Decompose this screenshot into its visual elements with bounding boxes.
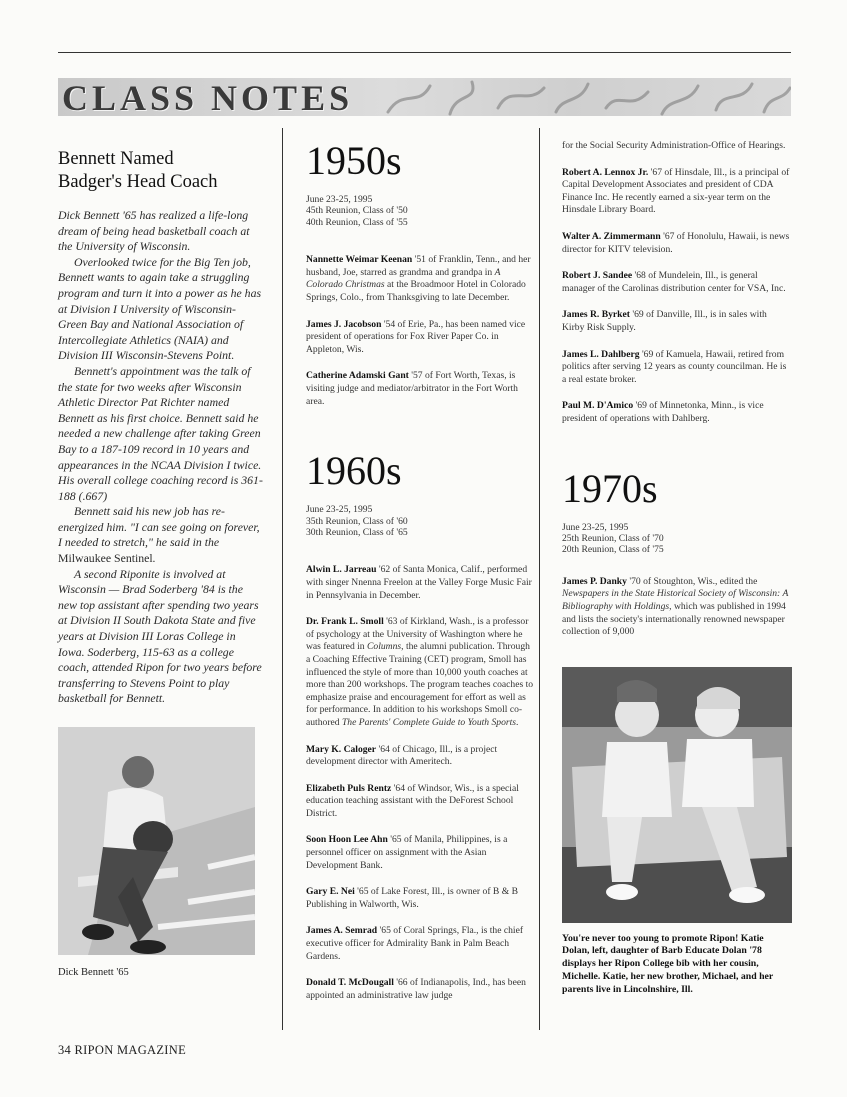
top-rule [58,52,791,53]
children-photo-caption: You're never too young to promote Ripon! Katie Dolan, left, daughter of Barb Educate Dolan '78 displays her Ripon College bib with her cousin, Michelle. Katie, her new brother, Michael, and her parents live in Lincolnshire, Ill. [562,932,774,995]
class-note: Nannette Weimar Keenan '51 of Franklin, Tenn., and her husband, Joe, starred as grandma and grandpa in A Colorado Christmas at the Broadmoor Hotel in Colorado Springs, Colo., from Thanksgiving to late December. [306,254,531,303]
feature-paragraph: Dick Bennett '65 has realized a life-long dream of being head basketball coach at the University of Wisconsin. [58,208,250,254]
feature-paragraph: A second Riponite is involved at Wisconsin — Brad Soderberg '84 is the new top assistant after spending two years at Division II South Dakota State and five years at Division III Loras College in Iowa. Soderberg, 115-63 as a college coach, attended Ripon for two years before transferring to Stevens Point to play basketball for Bennett. [58,566,262,706]
class-note: James L. Dahlberg '69 of Kamuela, Hawaii, retired from politics after serving 12 years as county councilman. He is a real estate broker. [562,348,787,385]
class-note: Elizabeth Puls Rentz '64 of Windsor, Wis., is a special education teaching assistant with the DeForest School District. [306,782,519,819]
reunion-info-1950s: June 23-25, 1995 45th Reunion, Class of '50 40th Reunion, Class of '55 [306,194,408,228]
notes-column-2 [306,128,534,1016]
feature-paragraph: Bennett's appointment was the talk of the state for two weeks after Wisconsin Athletic Director Pat Richter named Bennett as his first choice. Bennett said he needed a new challenge after taking Green Bay to a 187-109 record in 10 years and appearances in the NCAA Division I twice. His overall college coaching record is 361-188 (.667) [58,363,263,503]
class-note: Dr. Frank L. Smoll '63 of Kirkland, Wash., is a professor of psychology at the University of Washington where he was featured in Columns, the alumni publication. Through a Coaching Effective Training (CET) program, Smoll has influenced the style of more than 10,000 youth coaches at more than 200 workshops. The program teaches coaches to emphasize praise and encouragement for effort as well as for performance. In addition to his workshops Smoll co-authored The Parents' Complete Guide to Youth Sports. [306,616,534,728]
class-note: Walter A. Zimmermann '67 of Honolulu, Hawaii, is news director for KITV television. [562,230,790,255]
decade-heading-1960s: 1960s [306,448,402,494]
class-note: Alwin L. Jarreau '62 of Santa Monica, Calif., performed with singer Nnenna Freelon at the Valley Forge Music Fair in Pennsylvania in December. [306,564,532,601]
class-note: James R. Byrket '69 of Danville, Ill., is in sales with Kirby Risk Supply. [562,309,767,333]
class-note: Robert J. Sandee '68 of Mundelein, Ill., is general manager of the Carolinas distribution center for VSA, Inc. [562,270,786,294]
coach-photo [58,727,255,955]
children-photo [562,667,792,923]
feature-headline: Bennett Named Badger's Head Coach [58,149,218,192]
decade-heading-1950s: 1950s [306,138,402,183]
class-note: Catherine Adamski Gant '57 of Fort Worth, Texas, is visiting judge and mediator/arbitrator in the Fort Worth area. [306,370,518,407]
decade-heading-1970s: 1970s [562,465,658,511]
class-note: James A. Semrad '65 of Coral Springs, Fla., is the chief executive officer for Admirality Bank in Palm Beach Gardens. [306,925,524,962]
column-divider-1 [282,128,283,1030]
class-note: James J. Jacobson '54 of Erie, Pa., has been named vice president of operations for Fox River Paper Co. in Appleton, Wis. [306,318,526,355]
coach-photo-caption: Dick Bennett '65 [58,967,129,978]
page-footer: 34 RIPON MAGAZINE [58,1043,187,1057]
class-note: Gary E. Nei '65 of Lake Forest, Ill., is owner of B & B Publishing in Walworth, Wis. [306,886,518,910]
feature-column [58,148,263,978]
class-notes-banner [58,78,791,116]
feature-paragraph: Bennett said his new job has re-energized him. "I can see going on forever, I needed to stretch," he said in the Milwaukee Sentinel. [58,504,260,566]
feature-body [58,208,263,707]
reunion-info-1970s: June 23-25, 1995 25th Reunion, Class of '70 20th Reunion, Class of '75 [562,521,664,556]
section-title: CLASS NOTES [62,78,354,116]
notes-column-3 [562,140,790,997]
class-note: James P. Danky '70 of Stoughton, Wis., edited the Newspapers in the State Historical Society of Wisconsin: A Bibliography with Holdings, which was published in 1994 and lists the society's internationally renowned newspaper collection of 9,000 [562,575,789,638]
class-note-continued: for the Social Security Administration-Office of Hearings. [562,140,786,151]
class-note: Soon Hoon Lee Ahn '65 of Manila, Philippines, is a personnel officer on assignment with the Asian Development Bank. [306,834,508,871]
class-note: Paul M. D'Amico '69 of Minnetonka, Minn., is vice president of operations with Dahlberg. [562,400,764,424]
class-note: Robert A. Lennox Jr. '67 of Hinsdale, Ill., is a principal of Capital Development Associates and president of CDA Finance Inc. He recently earned a six-year term on the Hinsdale Library Board. [562,166,790,216]
column-divider-2 [539,128,540,1030]
reunion-info-1960s: June 23-25, 1995 35th Reunion, Class of '60 30th Reunion, Class of '65 [306,504,408,538]
feature-paragraph: Overlooked twice for the Big Ten job, Bennett wants to again take a struggling program and turn it into a power as he has at Division I University of Wisconsin-Green Bay and National Association of Intercollegiate Athletics (NAIA) and Division III Wisconsin-Stevens Point. [58,254,262,363]
class-note: Donald T. McDougall '66 of Indianapolis, Ind., has been appointed an administrative law judge [306,977,526,1001]
class-note: Mary K. Caloger '64 of Chicago, Ill., is a project development director with Ameritech. [306,743,498,768]
